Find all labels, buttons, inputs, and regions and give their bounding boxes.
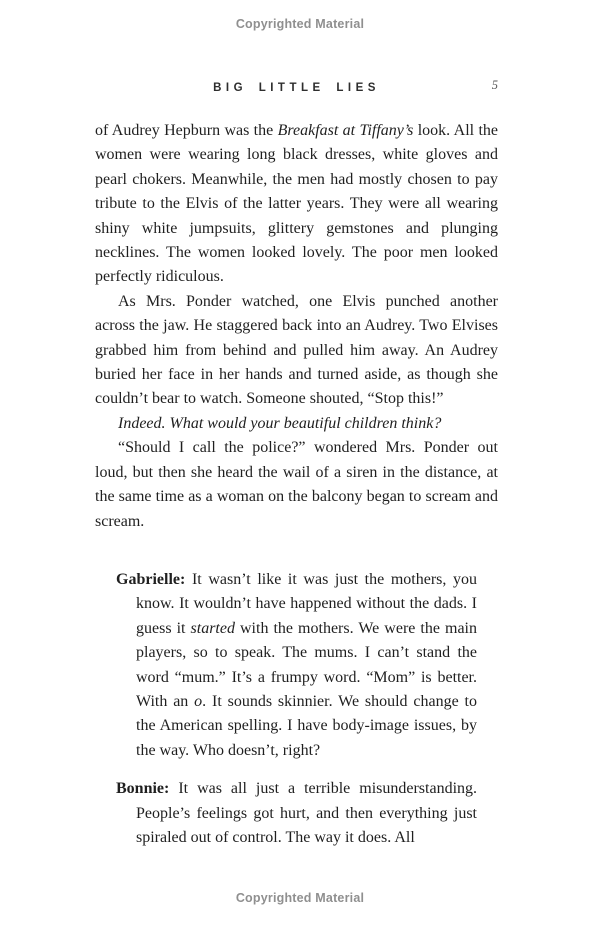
- dialogue-text-bonnie: It was all just a terrible misunderstanding. People’s feelings got hurt, and then everything just spiraled out of control. The way it does. All: [136, 780, 478, 846]
- copyright-notice-bottom: Copyrighted Material: [235, 891, 365, 905]
- speaker-name-gabrielle: Gabrielle:: [116, 570, 186, 588]
- speaker-name-bonnie: Bonnie:: [116, 780, 170, 798]
- paragraph-2: As Mrs. Ponder watched, one Elvis punched another across the jaw. He staggered back into an Audrey. Two Elvises grabbed him from behind and pulled him away. An Audrey buried her face in her hands and turned aside, as though she couldn’t bear to watch. Someone shouted, “Stop this!”: [95, 292, 498, 408]
- dialogue-gabrielle: [95, 568, 477, 763]
- dialogue-text-gabrielle: It wasn’t like it was just the mothers, you know. It wouldn’t have happened without the dads. I guess it started with the mothers. We were the main players, so to speak. The mums. I can’t stand the word “mum.” It’s a frumpy word. “Mom” is better. With an o. It sounds skinnier. We should change to the American spelling. I have body-image issues, by the way. Who doesn’t, right?: [136, 570, 477, 759]
- page-number: 5: [491, 78, 498, 92]
- paragraph-3-italic: Indeed. What would your beautiful children think?: [118, 414, 442, 432]
- running-header-title: BIG LITTLE LIES: [213, 82, 380, 94]
- dialogue-section: [95, 568, 498, 850]
- paragraph-4: “Should I call the police?” wondered Mrs. Ponder out loud, but then she heard the wail of a siren in the distance, at the same time as a woman on the balcony began to scream and scream.: [95, 439, 498, 530]
- copyright-notice-top: Copyrighted Material: [235, 17, 365, 31]
- dialogue-bonnie: [95, 777, 477, 850]
- running-header: [95, 78, 498, 96]
- paragraph-1: of Audrey Hepburn was the Breakfast at Tiffany’s look. All the women were wearing long black dresses, white gloves and pearl chokers. Meanwhile, the men had mostly chosen to pay tribute to the Elvis of the latter years. They were all wearing shiny white jumpsuits, glittery gemstones and plunging necklines. The women looked lovely. The poor men looked perfectly ridiculous.: [95, 122, 498, 286]
- text-block: [95, 119, 498, 850]
